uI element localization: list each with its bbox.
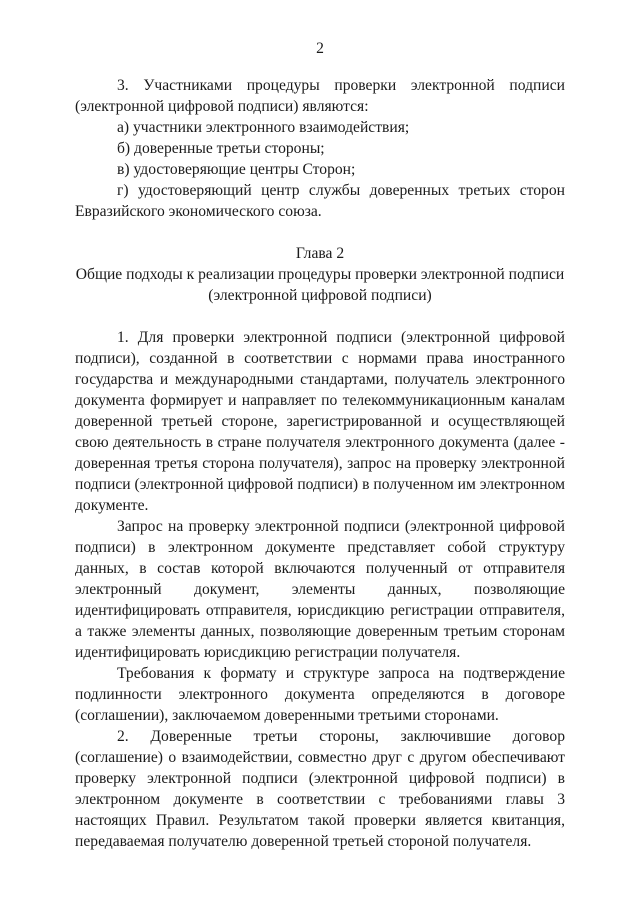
chapter-number: Глава 2	[295, 245, 345, 262]
list-item-b: б) доверенные третьи стороны;	[117, 140, 325, 157]
paragraph-4: 2. Доверенные третьи стороны, заключившие договор (соглашение) о взаимодействии, совместно друг с другом обеспечивают проверку электронной подписи (электронной цифровой подписи) в электронном документе в соответствии с требованиями главы 3 настоящих Правил. Результатом такой проверки является квитанция, передаваемая получателю доверенной третьей стороной получателя.	[75, 728, 565, 850]
list-item-c: в) удостоверяющие центры Сторон;	[117, 161, 356, 178]
chapter-title-line-2: (электронной цифровой подписи)	[208, 287, 432, 304]
paragraph-1: 1. Для проверки электронной подписи (электронной цифровой подписи), созданной в соответствии с нормами права иностранного государства и международными стандартами, получатель электронного документа формирует и направляет по телекоммуникационным каналам доверенной третьей стороне, зарегистрированной и осуществляющей свою деятельность в стране получателя электронного документа (далее - доверенная третья сторона получателя), запрос на проверку электронной подписи (электронной цифровой подписи) в полученном им электронном документе.	[75, 329, 565, 514]
list-item-a: а) участники электронного взаимодействия;	[117, 119, 410, 136]
document-body	[75, 75, 565, 852]
section-3-intro: 3. Участниками процедуры проверки электронной подписи (электронной цифровой подписи) являются:	[75, 77, 565, 115]
list-item-d: г) удостоверяющий центр службы доверенных третьих сторон Евразийского экономического союза.	[75, 182, 565, 220]
paragraph-3: Требования к формату и структуре запроса на подтверждение подлинности электронного документа определяются в договоре (соглашении), заключаемом доверенными третьими сторонами.	[75, 665, 565, 724]
paragraph-2: Запрос на проверку электронной подписи (электронной цифровой подписи) в электронном документе представляет собой структуру данных, в состав которой включаются полученный от отправителя электронный документ, элементы данных, позволяющие идентифицировать отправителя, юрисдикцию регистрации отправителя, а также элементы данных, позволяющие доверенным третьим сторонам идентифицировать юрисдикцию регистрации получателя.	[75, 518, 565, 661]
chapter-title-line-1: Общие подходы к реализации процедуры проверки электронной подписи	[75, 266, 565, 283]
page-number: 2	[316, 40, 324, 57]
